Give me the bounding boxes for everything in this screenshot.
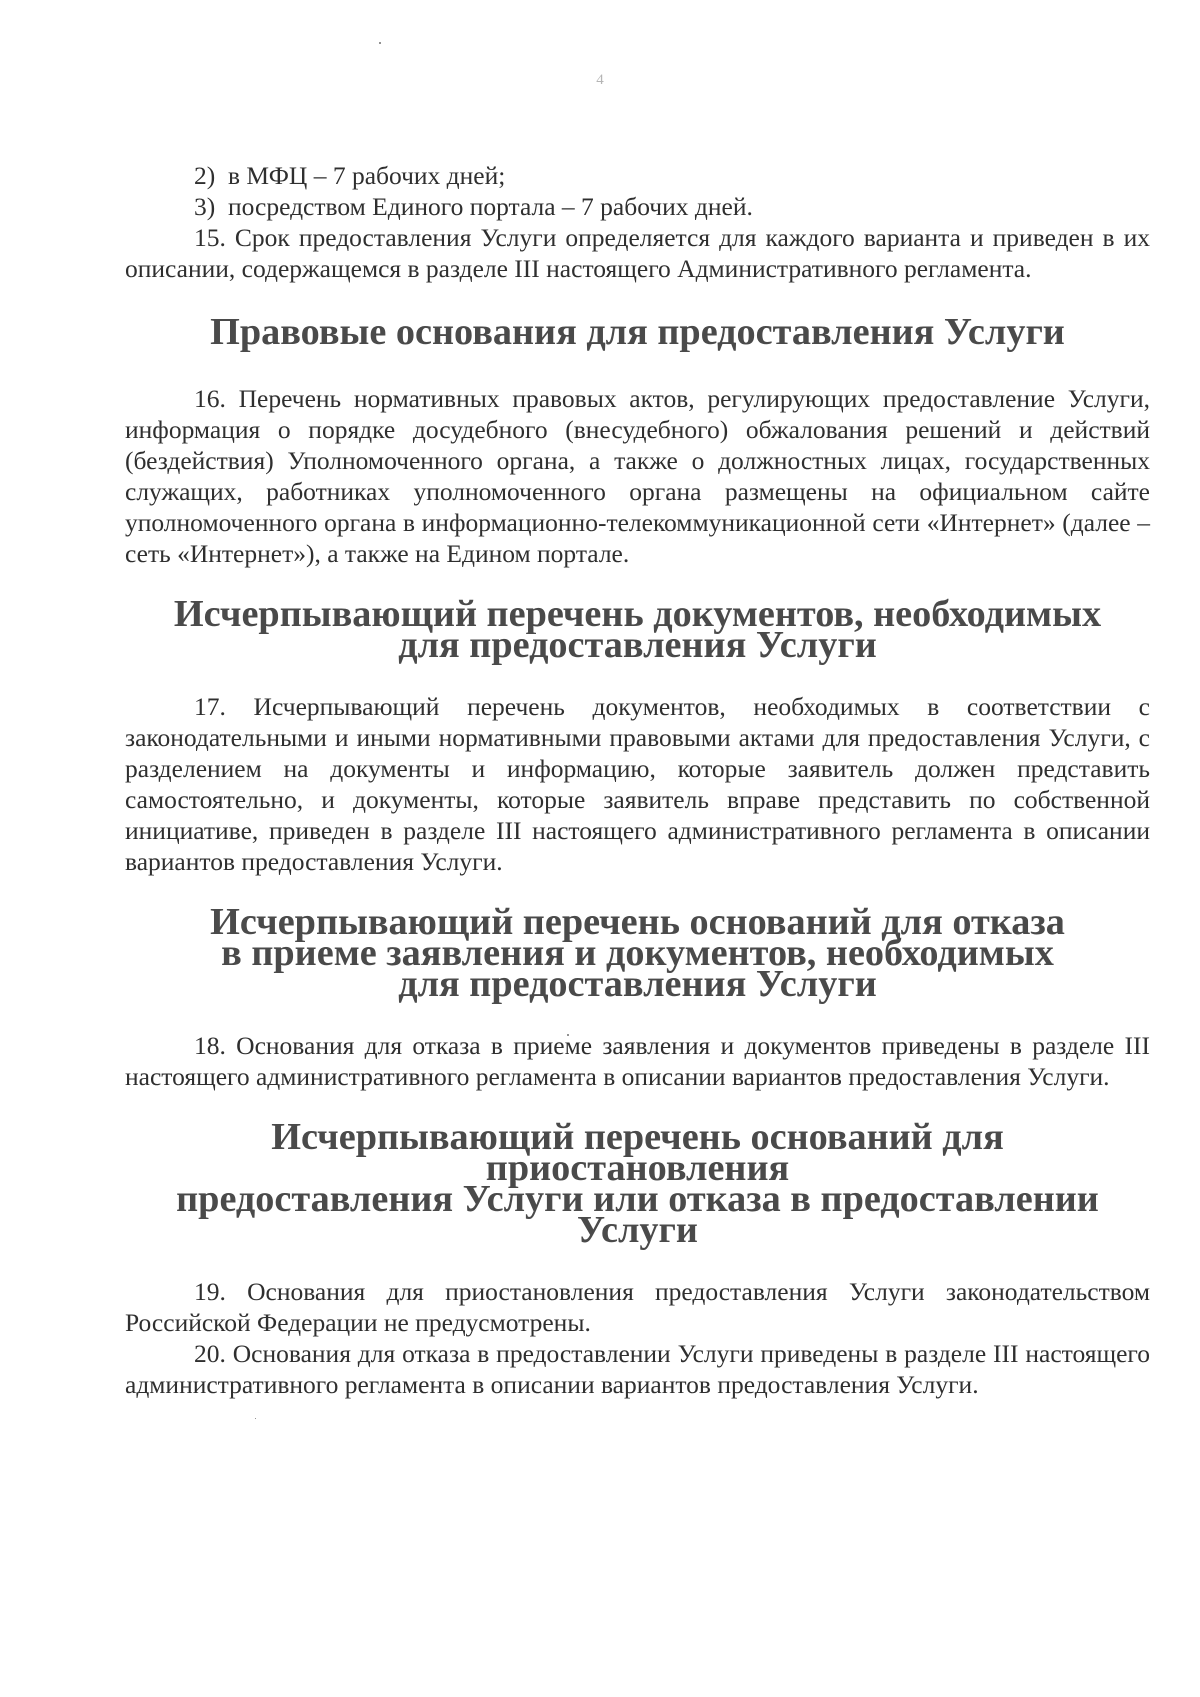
heading-line: для предоставления Услуги xyxy=(398,624,877,666)
page-number: 4 xyxy=(596,72,604,88)
section-heading-legal-basis xyxy=(125,311,1150,353)
section-heading-refusal-reception xyxy=(125,901,1150,1005)
section-heading-suspension-refusal xyxy=(125,1116,1150,1251)
scan-speck xyxy=(379,42,381,44)
list-item-text: в МФЦ – 7 рабочих дней; xyxy=(228,161,506,190)
heading-line: Исчерпывающий перечень документов, необходимых xyxy=(173,593,1102,635)
heading-line: в приеме заявления и документов, необходимых xyxy=(221,932,1054,974)
heading-line: для предоставления Услуги xyxy=(398,963,877,1005)
paragraph-16: 16. Перечень нормативных правовых актов, регулирующих предоставление Услуги, информация о порядке досудебного (внесудебного) обжалования решений и действий (бездействия) Уполномоченного органа, а также о должностных лицах, государственных служащих, работниках уполномоченного органа размещены на официальном сайте уполномоченного органа в информационно-телекоммуникационной сети «Интернет» (далее – сеть «Интернет»), а также на Едином портале. xyxy=(125,384,1150,568)
list-item-text: посредством Единого портала – 7 рабочих дней. xyxy=(228,192,753,221)
heading-line: Правовые основания для предоставления Услуги xyxy=(210,311,1065,353)
document-body xyxy=(125,160,1150,1400)
paragraph-19: 19. Основания для приостановления предоставления Услуги законодательством Российской Федерации не предусмотрены. xyxy=(125,1277,1150,1337)
list-item xyxy=(125,191,1150,222)
heading-line: предоставления Услуги или отказа в предоставлении Услуги xyxy=(176,1178,1099,1251)
paragraph-18: 18. Основания для отказа в приеме заявления и документов приведены в разделе III настоящего административного регламента в описании вариантов предоставления Услуги. xyxy=(125,1031,1150,1091)
section-heading-required-documents xyxy=(125,593,1150,666)
scan-speck xyxy=(255,1418,256,1419)
paragraph-20: 20. Основания для отказа в предоставлении Услуги приведены в разделе III настоящего административного регламента в описании вариантов предоставления Услуги. xyxy=(125,1339,1150,1399)
list-item xyxy=(125,160,1150,191)
list-item-number: 2) xyxy=(194,161,216,190)
heading-line: Исчерпывающий перечень оснований для отказа xyxy=(210,901,1065,943)
paragraph-17: 17. Исчерпывающий перечень документов, необходимых в соответствии с законодательными и иными нормативными правовыми актами для предоставления Услуги, с разделением на документы и информацию, которые заявитель должен представить самостоятельно, и документы, которые заявитель вправе представить по собственной инициативе, приведен в разделе III настоящего административного регламента в описании вариантов предоставления Услуги. xyxy=(125,692,1150,876)
heading-line: Исчерпывающий перечень оснований для приостановления xyxy=(271,1116,1004,1189)
list-item-number: 3) xyxy=(194,192,216,221)
paragraph-15: 15. Срок предоставления Услуги определяется для каждого варианта и приведен в их описании, содержащемся в разделе III настоящего Административного регламента. xyxy=(125,223,1150,283)
